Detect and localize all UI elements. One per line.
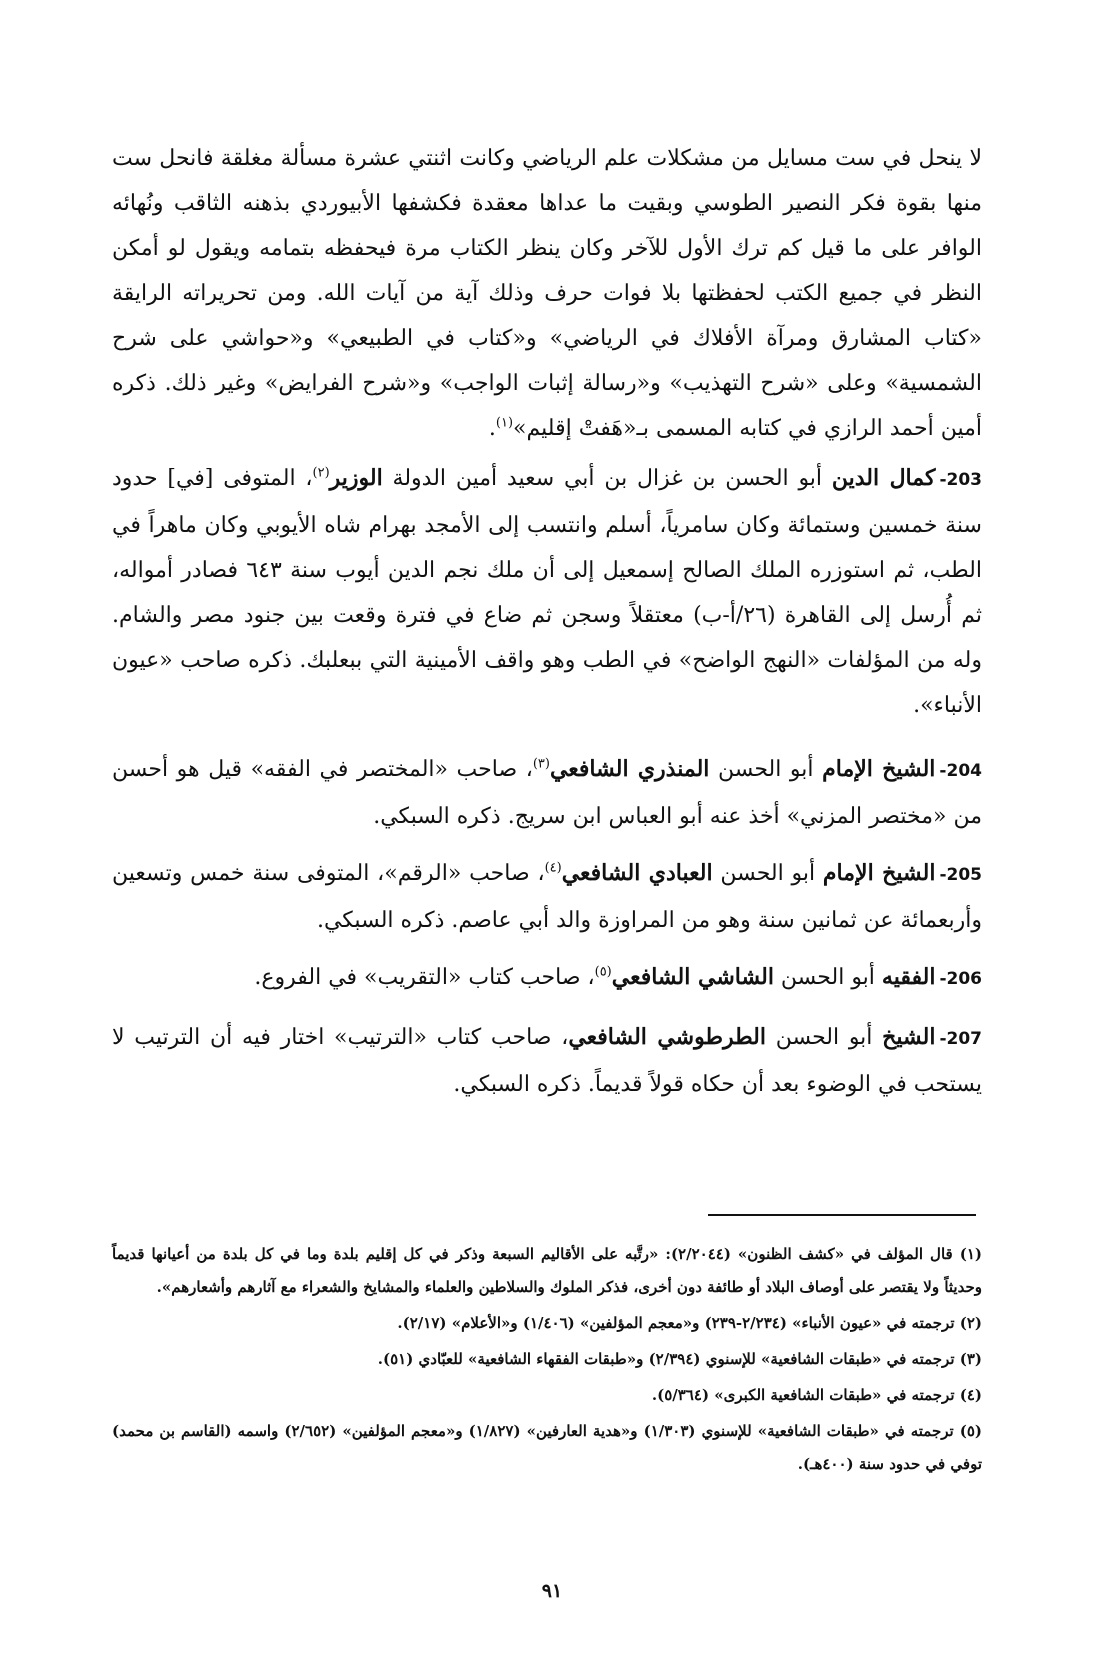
- entry-number: 206-: [939, 969, 982, 989]
- footnote-separator: [708, 1214, 976, 1216]
- entry-204: [112, 747, 982, 839]
- footnote-ref: (٤): [544, 860, 562, 876]
- footnotes: [112, 1238, 982, 1484]
- intro-paragraph: [112, 136, 982, 451]
- entry-number: 205-: [939, 865, 982, 885]
- entry-207: [112, 1015, 982, 1107]
- entry-number: 204-: [939, 761, 982, 781]
- entry-text-b: ، صاحب «المختصر في الفقه» قيل هو أحسن من «مختصر المزني» أخذ عنه أبو العباس ابن سريج. ذكره السبكي.: [112, 757, 982, 829]
- intro-text: لا ينحل في ست مسايل من مشكلات علم الرياضي وكانت اثنتي عشرة مسألة مغلقة فانحل ست منها بقوة فكر النصير الطوسي وبقيت ما عداها معقدة فكشفها الأبيوردي بذهنه الثاقب ونُهائه الوافر على ما قيل كم ترك الأول للآخر وكان ينظر الكتاب مرة فيحفظه بتمامه ويقول لو أمكن النظر في جميع الكتب لحفظتها بلا فوات حرف وذلك آية من آيات الله. ومن تحريراته الرايقة «كتاب المشارق ومرآة الأفلاك في الرياضي» و«كتاب في الطبيعي» و«حواشي على شرح الشمسية» وعلى «شرح التهذيب» و«رسالة إثبات الواجب» و«شرح الفرايض» وغير ذلك. ذكره أمين أحمد الرازي في كتابه المسمى بـ«هَفتْ إقليم»: [112, 146, 982, 441]
- entry-text-b: ، صاحب «الرقم»، المتوفى سنة خمس وتسعين وأربعمائة عن ثمانين سنة وهو من المراوزة والد أبي عاصم. ذكره السبكي.: [112, 861, 982, 933]
- entry-text-a: أبو الحسن بن غزال بن أبي سعيد أمين الدولة: [382, 466, 832, 491]
- footnote-ref: (١): [495, 415, 514, 431]
- entry-205: [112, 851, 982, 943]
- entry-title: الشيخ الإمام: [822, 756, 936, 782]
- entry-text-a: أبو الحسن: [712, 861, 823, 886]
- intro-end: .: [488, 416, 496, 441]
- footnote-5: (٥) ترجمته في «طبقات الشافعية» للإسنوي (١/٣٠٣) و«هدية العارفين» (١/٨٢٧) و«معجم المؤلفين» (٢/٦٥٢) واسمه (القاسم بن محمد) توفي في حدود سنة (٤٠٠هـ).: [112, 1422, 982, 1473]
- entry-title: الفقيه: [881, 964, 936, 990]
- footnote-ref: (٣): [532, 756, 550, 772]
- entry-203: [112, 456, 982, 728]
- entry-text-a: أبو الحسن: [765, 1025, 883, 1050]
- entry-title-b: الشاشي الشافعي: [611, 964, 774, 990]
- entry-title: كمال الدين: [831, 465, 936, 491]
- footnote-ref: (٥): [594, 964, 612, 980]
- entry-206: [112, 955, 982, 1002]
- entry-text-b: ، صاحب كتاب «التقريب» في الفروع.: [254, 965, 595, 990]
- entry-text-b: ، صاحب كتاب «الترتيب» اختار فيه أن الترتيب لا يستحب في الوضوء بعد أن حكاه قولاً قديماً. ذكره السبكي.: [112, 1025, 982, 1097]
- entry-title-b: العبادي الشافعي: [561, 860, 713, 886]
- entry-text-a: أبو الحسن: [773, 965, 882, 990]
- entry-text-a: أبو الحسن: [709, 757, 823, 782]
- footnote-ref: (٢): [312, 465, 330, 481]
- entry-text-b: ، المتوفى [في] حدود سنة خمسين وستمائة وكان سامرياً، أسلم وانتسب إلى الأمجد بهرام شاه الأيوبي وكان ماهراً في الطب، ثم استوزره الملك الصالح إسمعيل إلى أن ملك نجم الدين أيوب سنة ٦٤٣ فصادر أمواله، ثم أُرسل إلى القاهرة (٢٦/أ-ب) معتقلاً وسجن ثم ضاع في فترة وقعت بين جنود مصر والشام. وله من المؤلفات «النهج الواضح» في الطب وهو واقف الأمينية التي ببعلبك. ذكره صاحب «عيون الأنباء».: [112, 466, 983, 718]
- entry-title-b: الوزير: [329, 465, 383, 491]
- entry-title: الشيخ: [882, 1024, 936, 1050]
- entry-number: 203-: [939, 470, 983, 490]
- footnote-3: (٣) ترجمته في «طبقات الشافعية» للإسنوي (٢/٣٩٤) و«طبقات الفقهاء الشافعية» للعبّادي (٥١).: [377, 1350, 982, 1368]
- entry-number: 207-: [939, 1029, 982, 1049]
- entry-title: الشيخ الإمام: [822, 860, 936, 886]
- entry-title-b: المنذري الشافعي: [549, 756, 710, 782]
- footnote-4: (٤) ترجمته في «طبقات الشافعية الكبرى» (٥/٣٦٤).: [651, 1386, 982, 1404]
- footnote-1: (١) قال المؤلف في «كشف الظنون» (٢/٢٠٤٤): «رتَّبه على الأقاليم السبعة وذكر في كل إقليم بلدة وما في كل بلدة من أعيانها قديماً وحديثاً ولا يقتصر على أوصاف البلاد أو طائفة دون أخرى، فذكر الملوك والسلاطين والعلماء والمشايخ والشعراء مع آثارهم وأشعارهم».: [112, 1245, 982, 1296]
- page-number: ٩١: [541, 1580, 563, 1602]
- entry-title-b: الطرطوشي الشافعي: [568, 1024, 766, 1050]
- footnote-2: (٢) ترجمته في «عيون الأنباء» (٢/٢٣٤-٢٣٩) و«معجم المؤلفين» (١/٤٠٦) و«الأعلام» (٢/١٧).: [397, 1314, 982, 1332]
